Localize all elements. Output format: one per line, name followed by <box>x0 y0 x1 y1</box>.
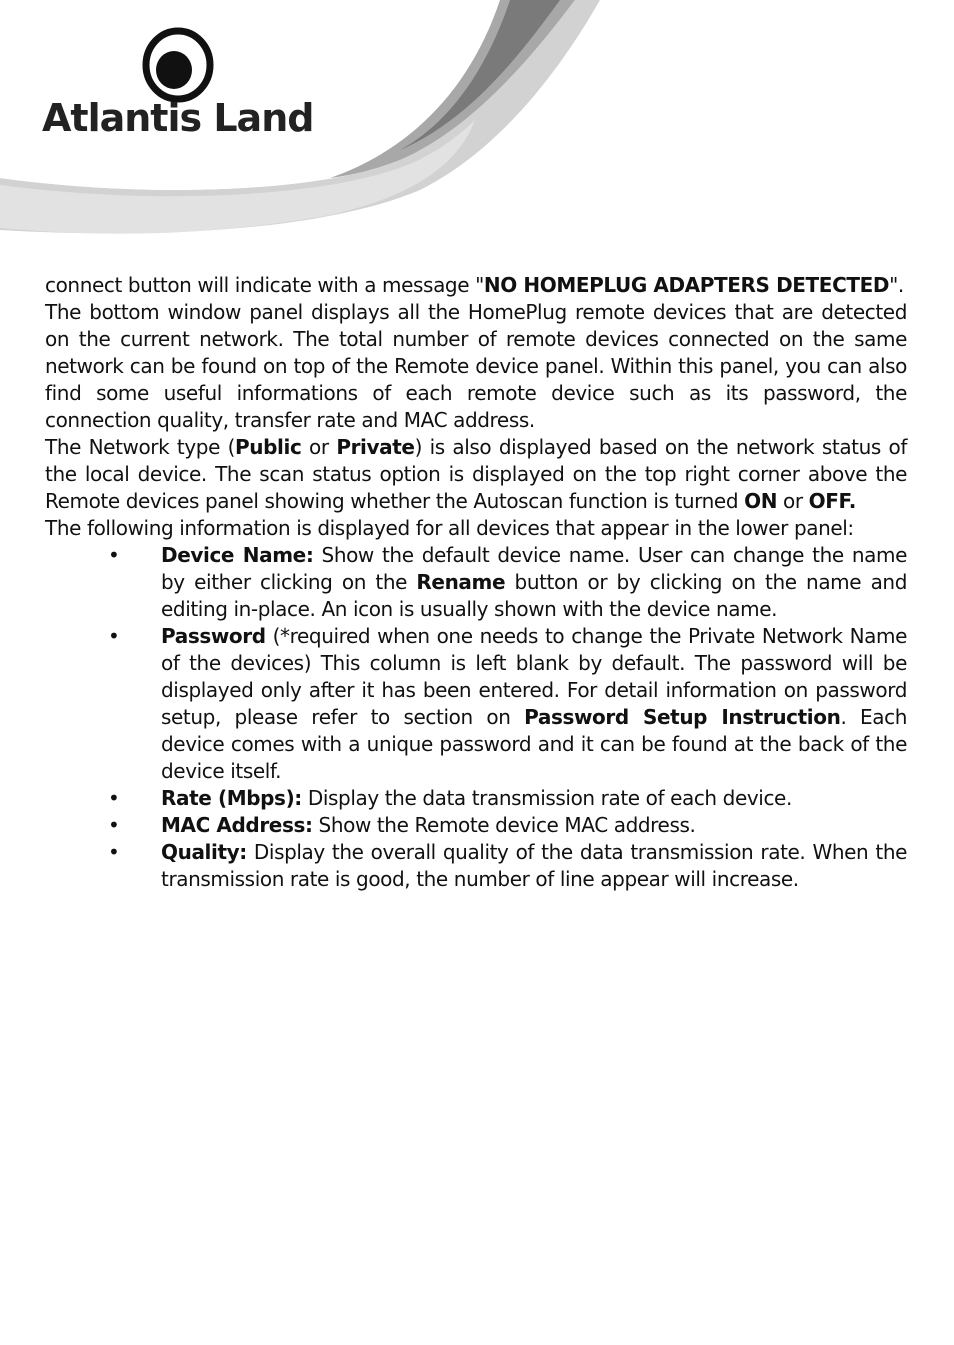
text-run: Display the data transmission rate of each device. <box>301 786 792 810</box>
bullet-icon: • <box>108 840 120 864</box>
list-item-quality <box>45 839 907 893</box>
bold-run: Password Setup Instruction <box>524 705 841 729</box>
text-run: Show the Remote device MAC address. <box>312 813 696 837</box>
list-item-password <box>45 623 907 785</box>
text-run: (*required when one needs to change the Private Network Name of the devices) This column is left blank by default. The password will be displayed only after it has been entered. For detail information on password setup, please refer to section on <box>161 624 907 729</box>
paragraph-no-adapters <box>45 272 907 299</box>
paragraph-following-info: The following information is displayed for all devices that appear in the lower panel: <box>45 516 854 540</box>
text-run: connect button will indicate with a message " <box>45 273 484 297</box>
bold-run: Device Name: <box>161 543 314 567</box>
logo-text: Atlantis Land <box>42 96 314 140</box>
list-item-mac-address <box>45 812 907 839</box>
bullet-icon: • <box>108 813 120 837</box>
text-run: Display the overall quality of the data transmission rate. When the transmission rate is good, the number of line appear will increase. <box>161 840 907 891</box>
text-run: or <box>301 435 337 459</box>
list-item-rate <box>45 785 907 812</box>
text-run: The Network type ( <box>45 435 236 459</box>
paragraph-network-type <box>45 434 907 515</box>
atlantis-logo-icon <box>146 31 210 99</box>
device-info-list <box>45 542 907 893</box>
bold-run: Private <box>336 435 415 459</box>
bullet-icon: • <box>108 543 120 567</box>
bold-run: ON <box>744 489 778 513</box>
bold-run: Public <box>235 435 302 459</box>
text-run: ) is also displayed based on the network status of the local device. The scan status option is displayed on the top right corner above the Remote devices panel showing whether the Autoscan function is turned <box>45 435 907 513</box>
bold-run: Rename <box>416 570 506 594</box>
bold-run: NO HOMEPLUG ADAPTERS DETECTED <box>483 273 890 297</box>
text-run: . Each device comes with a unique password and it can be found at the back of the device itself. <box>161 705 907 783</box>
bold-run: OFF. <box>808 489 857 513</box>
list-item-device-name <box>45 542 907 623</box>
page-header <box>0 0 954 240</box>
text-run: button or by clicking on the name and editing in-place. An icon is usually shown with the device name. <box>161 570 907 621</box>
text-run: Show the default device name. User can change the name by either clicking on the <box>161 543 907 594</box>
paragraph-remote-panel: The bottom window panel displays all the HomePlug remote devices that are detected on the current network. The total number of remote devices connected on the same network can be found on top of the Remote device panel. Within this panel, you can also find some useful informations of each remote device such as its password, the connection quality, transfer rate and MAC address. <box>45 300 907 432</box>
text-run: or <box>777 489 809 513</box>
document-body <box>45 272 907 893</box>
bold-run: MAC Address: <box>161 813 313 837</box>
bold-run: Quality: <box>161 840 247 864</box>
text-run: ". <box>889 273 904 297</box>
bold-run: Password <box>161 624 266 648</box>
bullet-icon: • <box>108 786 120 810</box>
bullet-icon: • <box>108 624 120 648</box>
bold-run: Rate (Mbps): <box>161 786 302 810</box>
